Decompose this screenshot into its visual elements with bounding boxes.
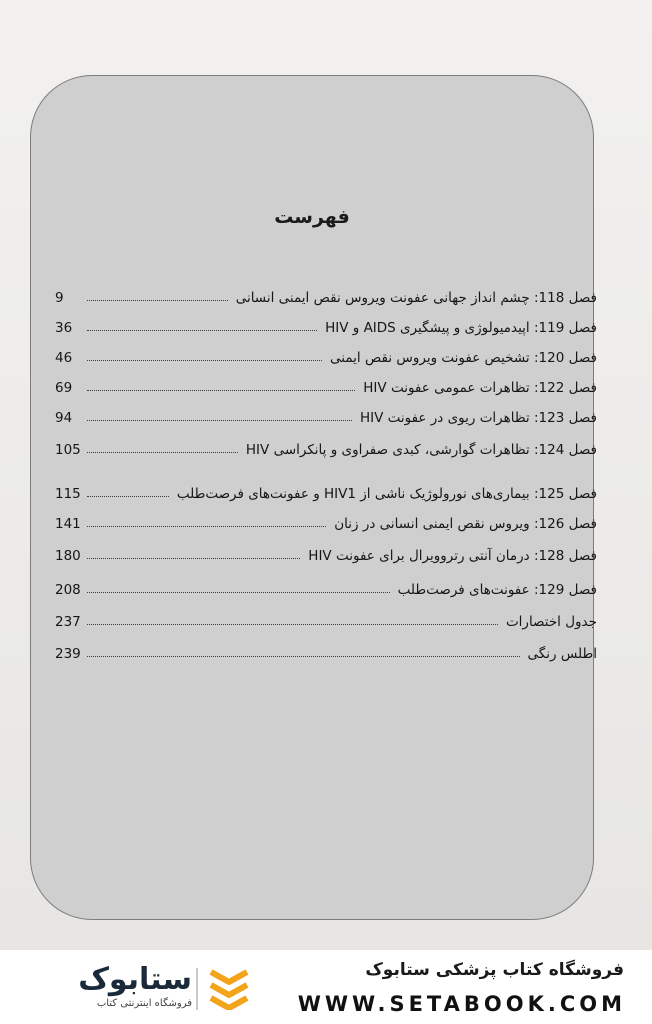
- toc-entry: [55, 478, 597, 502]
- toc-entry-label: فصل 125: بیماری‌های نورولوژیک ناشی از HIV1 و عفونت‌های فرصت‌طلب: [176, 486, 597, 502]
- logo-divider: [196, 968, 198, 1010]
- toc-entry-label: فصل 128: درمان آنتی رتروویرال برای عفونت HIV: [308, 548, 597, 564]
- shop-logo[interactable]: [26, 962, 256, 1016]
- shop-footer-banner: [0, 950, 652, 1024]
- toc-entry-page: 237: [55, 614, 81, 630]
- toc-entry-page: 180: [55, 548, 81, 564]
- toc-entry-page: 69: [55, 380, 73, 396]
- toc-entry-label: فصل 126: ویروس نقص ایمنی انسانی در زنان: [334, 516, 597, 532]
- toc-entry-label: جدول اختصارات: [505, 614, 597, 630]
- toc-entry: [55, 638, 597, 662]
- dot-leader: [87, 330, 317, 331]
- toc-entry-page: 141: [55, 516, 81, 532]
- toc-entry-page: 105: [55, 442, 81, 458]
- toc-entry-page: 94: [55, 410, 73, 426]
- toc-entry-page: 46: [55, 350, 73, 366]
- dot-leader: [87, 360, 322, 361]
- chevron-stack-icon: [208, 966, 250, 1014]
- toc-entry: [55, 342, 597, 366]
- toc-entry-page: 9: [55, 290, 64, 306]
- toc-entry: [55, 574, 597, 598]
- toc-title: فهرست: [274, 206, 350, 228]
- toc-entry: [55, 312, 597, 336]
- toc-entry-label: فصل 118: چشم انداز جهانی عفونت ویروس نقص ایمنی انسانی: [235, 290, 597, 306]
- dot-leader: [87, 656, 520, 657]
- toc-entry: [55, 372, 597, 396]
- dot-leader: [87, 496, 169, 497]
- toc-entry: [55, 540, 597, 564]
- dot-leader: [87, 526, 326, 527]
- dot-leader: [87, 592, 390, 593]
- toc-entry-label: فصل 123: تظاهرات ریوی در عفونت HIV: [359, 410, 597, 426]
- shop-title: فروشگاه کتاب پزشکی ستابوک: [365, 960, 624, 980]
- dot-leader: [87, 558, 300, 559]
- toc-entry: [55, 402, 597, 426]
- logo-subtitle: فروشگاه اینترنتی کتاب: [96, 998, 192, 1009]
- toc-entry-label: فصل 120: تشخیص عفونت ویروس نقص ایمنی: [330, 350, 597, 366]
- toc-entry: [55, 606, 597, 630]
- logo-wordmark: ستابوک: [78, 962, 192, 997]
- toc-entry-page: 208: [55, 582, 81, 598]
- toc-entry-label: فصل 122: تظاهرات عمومی عفونت HIV: [363, 380, 597, 396]
- toc-entry: [55, 282, 597, 306]
- toc-entry-label: فصل 124: تظاهرات گوارشی، کبدی صفراوی و پانکراسی HIV: [245, 442, 597, 458]
- toc-entry-page: 239: [55, 646, 81, 662]
- toc-entry-page: 115: [55, 486, 81, 502]
- toc-entry-label: فصل 129: عفونت‌های فرصت‌طلب: [397, 582, 597, 598]
- toc-entry-label: فصل 119: اپیدمیولوژی و پیشگیری AIDS و HIV: [325, 320, 597, 336]
- dot-leader: [87, 390, 355, 391]
- dot-leader: [87, 624, 498, 625]
- dot-leader: [87, 300, 228, 301]
- dot-leader: [87, 420, 352, 421]
- toc-entry-label: اطلس رنگی: [527, 646, 597, 662]
- toc-entry: [55, 434, 597, 458]
- dot-leader: [87, 452, 238, 453]
- shop-url-link[interactable]: WWW.SETABOOK.COM: [297, 992, 626, 1016]
- toc-entry: [55, 508, 597, 532]
- toc-entry-page: 36: [55, 320, 73, 336]
